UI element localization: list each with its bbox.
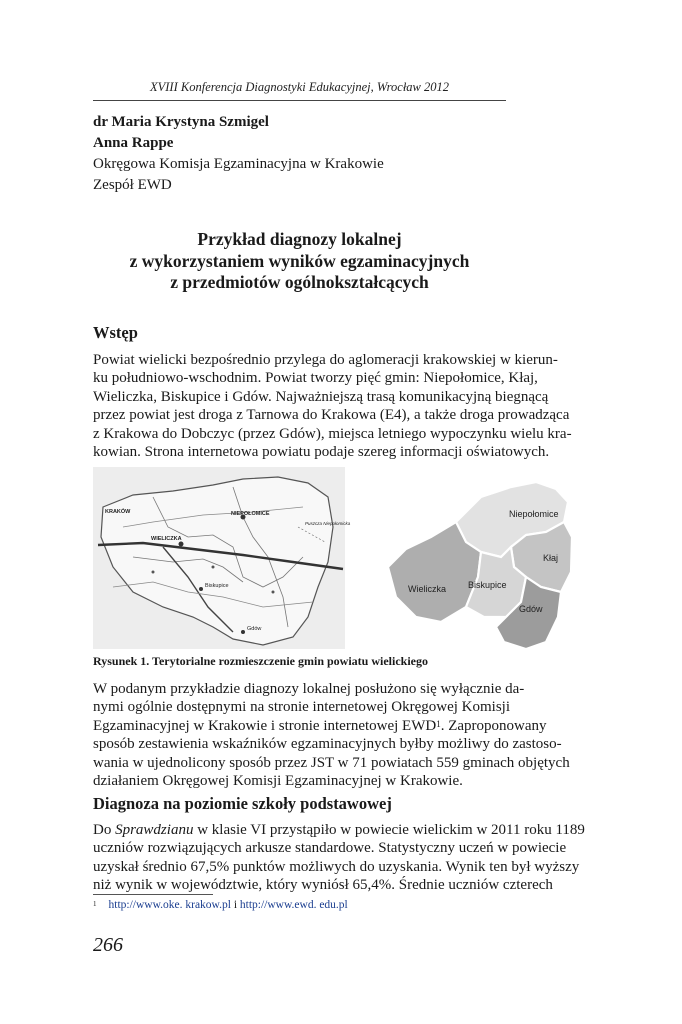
footnote-joiner: i xyxy=(230,899,240,911)
municipality-map-figure xyxy=(386,477,574,650)
affiliation-1: Okręgowa Komisja Egzaminacyjna w Krakowie xyxy=(93,156,384,172)
title-line-2: z wykorzystaniem wyników egzaminacyjnych xyxy=(129,250,470,271)
paper-title xyxy=(93,229,506,294)
text-segment: w klasie VI przystąpiło w powiecie wielickim w 2011 roku 1189 xyxy=(193,822,585,838)
footnote-number: 1 xyxy=(93,900,97,908)
footnote-link-oke[interactable]: http://www.oke. krakow.pl xyxy=(108,899,231,911)
header-rule xyxy=(93,100,506,101)
text-line: niż wynik w województwie, który wyniósł 65,4%. Średnie uczniów czterech xyxy=(93,877,553,894)
text-line: uzyskał średnio 67,5% punktów możliwych do uzyskania. Wynik ten był wyższy xyxy=(93,858,580,875)
emphasis-sprawdzian: Sprawdzianu xyxy=(115,822,194,838)
affiliation-2: Zespół EWD xyxy=(93,177,172,193)
section-heading-primary-school: Diagnoza na poziomie szkoły podstawowej xyxy=(93,794,392,813)
text-line: przez powiat jest droga z Tarnowa do Krakowa (E4), a także droga prowadząca xyxy=(93,407,570,424)
footnote xyxy=(93,899,348,911)
author-name-1: dr Maria Krystyna Szmigel xyxy=(93,114,269,130)
map-label: Niepołomice xyxy=(509,509,559,519)
text-line: nymi ogólnie dostępnymi na stronie internetowej Okręgowej Komisji xyxy=(93,699,511,716)
map-label: Gdów xyxy=(247,626,262,632)
text-line: sposób zestawienia wskaźników egzaminacyjnych byłby możliwy do zastoso- xyxy=(93,736,562,753)
map-label: Wieliczka xyxy=(408,584,447,594)
text-line: Powiat wielicki bezpośrednio przylega do aglomeracji krakowskiej w kierun- xyxy=(93,352,558,368)
text-line: Wieliczka, Biskupice i Gdów. Najważniejszą trasą komunikacyjną biegnącą xyxy=(93,388,549,405)
title-line-3: z przedmiotów ogólnokształcących xyxy=(170,272,429,292)
road-map-figure xyxy=(93,467,351,649)
text-line: W podanym przykładzie diagnozy lokalnej posłużono się wyłącznie da- xyxy=(93,681,525,697)
footnote-reference[interactable]: 1 xyxy=(436,718,441,729)
map-label: Kłaj xyxy=(543,553,559,563)
page-number: 266 xyxy=(93,934,123,956)
text-line: uczniów rozwiązujących arkusze standardowe. Statystyczny uczeń w powiecie xyxy=(93,840,567,857)
running-header: XVIII Konferencja Diagnostyki Edukacyjnej, Wrocław 2012 xyxy=(150,80,449,94)
section-heading-intro: Wstęp xyxy=(93,323,138,342)
map-label: WIELICZKA xyxy=(151,536,182,542)
text-line: z Krakowa do Dobczyc (przez Gdów), miejsca letniego wypoczynku wielu kra- xyxy=(93,425,572,442)
map-label: Biskupice xyxy=(205,583,229,589)
text-line xyxy=(93,821,585,839)
map-label: Biskupice xyxy=(468,580,507,590)
footnote-link-ewd[interactable]: http://www.ewd. edu.pl xyxy=(239,899,348,911)
footnote-rule xyxy=(93,894,213,895)
map-label: Gdów xyxy=(519,604,543,614)
municipality-map-graphic xyxy=(386,477,574,650)
text-line: kowian. Strona internetowa powiatu podaje szereg informacji oświatowych. xyxy=(93,444,550,461)
map-label: Puszcza Niepołomicka xyxy=(305,521,351,526)
figure-caption: Rysunek 1. Terytorialne rozmieszczenie gmin powiatu wielickiego xyxy=(93,654,428,668)
author-name-2: Anna Rappe xyxy=(93,135,174,151)
text-line: wania w ujednolicony sposób przez JST w 71 powiatach 559 gminach objętych xyxy=(93,754,570,771)
text-segment: Egzaminacyjnej w Krakowie i stronie internetowej EWD xyxy=(93,717,437,734)
text-line: działaniem Okręgowej Komisji Egzaminacyjnej w Krakowie. xyxy=(93,773,463,790)
map-label: KRAKÓW xyxy=(105,509,131,515)
text-segment: . Zaproponowany xyxy=(440,717,547,734)
text-line: ku południowo-wschodnim. Powiat tworzy pięć gmin: Niepołomice, Kłaj, xyxy=(93,370,538,387)
text-segment: Do xyxy=(93,822,116,838)
intro-paragraph xyxy=(93,351,572,461)
author-block xyxy=(93,112,384,196)
body-paragraph-2 xyxy=(93,680,570,790)
body-paragraph-3 xyxy=(93,821,585,895)
text-line xyxy=(93,717,547,735)
road-map-graphic xyxy=(93,467,351,649)
title-line-1: Przykład diagnozy lokalnej xyxy=(197,229,402,249)
map-label: NIEPOŁOMICE xyxy=(231,511,270,517)
